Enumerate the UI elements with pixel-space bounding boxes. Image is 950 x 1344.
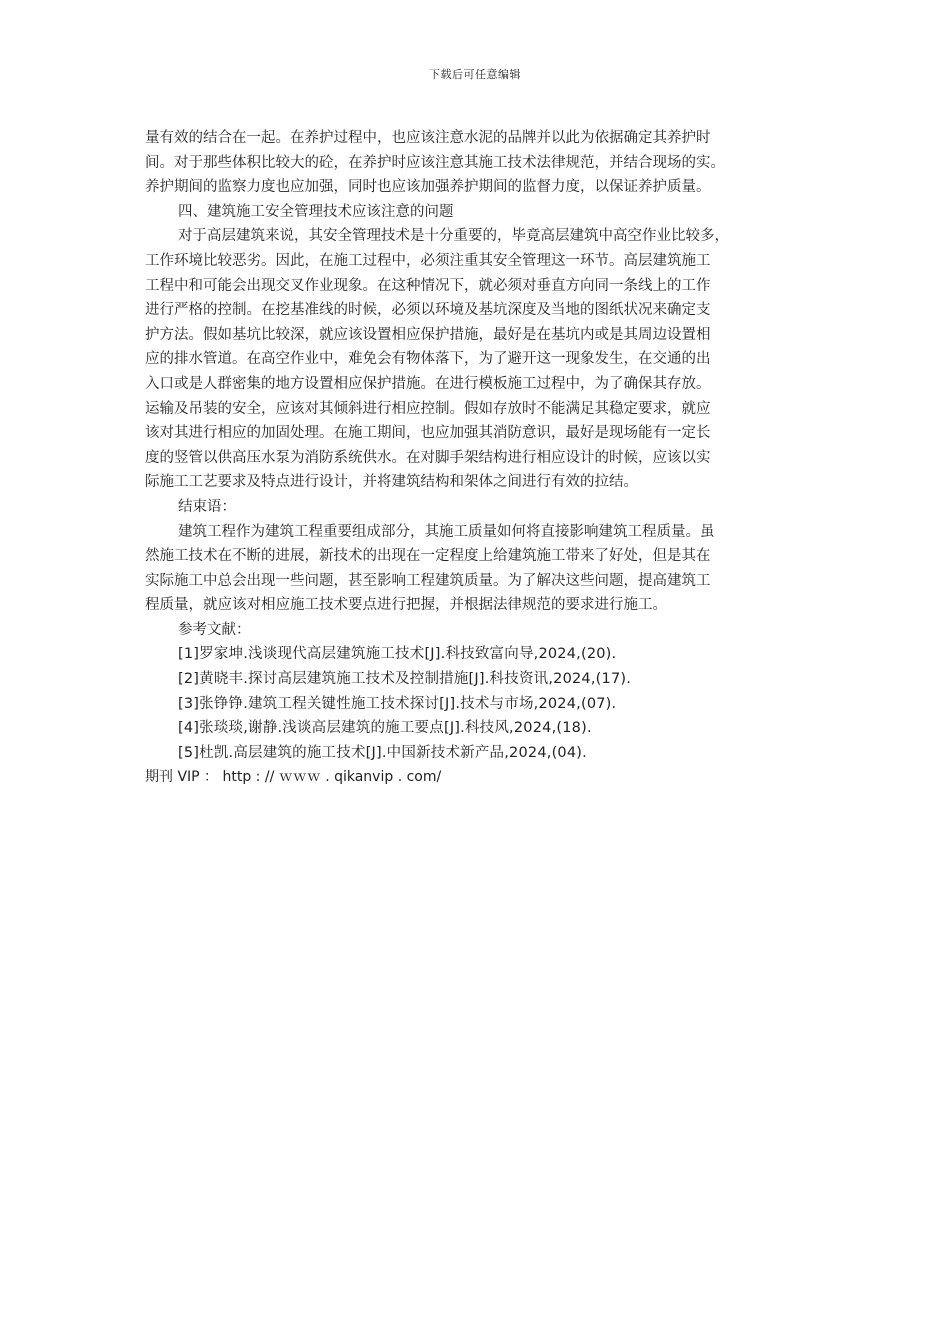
text-line: 然施工技术在不断的进展，新技术的出现在一定程度上给建筑施工带来了好处，但是其在 — [145, 548, 711, 565]
text-line: 度的竖管以供高压水泵为消防系统供水。在对脚手架结构进行相应设计的时候，应该以实 — [145, 449, 711, 466]
text-line: 对于高层建筑来说，其安全管理技术是十分重要的，毕竟高层建筑中高空作业比较多， — [178, 228, 729, 245]
document-body — [145, 126, 807, 790]
reference-item: [3]张铮铮.建筑工程关键性施工技术探讨[J].技术与市场,2024,(07). — [178, 695, 617, 712]
text-line: 间。对于那些体积比较大的砼，在养护时应该注意其施工技术法律规范，并结合现场的实。 — [145, 154, 725, 171]
text-line: 进行严格的控制。在挖基准线的时候，必须以环境及基坑深度及当地的图纸状况来确定支 — [145, 302, 711, 319]
footer-source: 期刊 VIP ： http : // ｗｗｗ . qikanvip . com/ — [145, 769, 442, 786]
text-line: 实际施工中总会出现一些问题，甚至影响工程建筑质量。为了解决这些问题，提高建筑工 — [145, 572, 711, 589]
text-line: 运输及吊装的安全，应该对其倾斜进行相应控制。假如存放时不能满足其稳定要求，就应 — [145, 400, 711, 417]
text-line: 量有效的结合在一起。在养护过程中，也应该注意水泥的品牌并以此为依据确定其养护时 — [145, 130, 711, 146]
text-line: 应的排水管道。在高空作业中，难免会有物体落下，为了避开这一现象发生，在交通的出 — [145, 351, 711, 368]
text-line: 护方法。假如基坑比较深，就应该设置相应保护措施，最好是在基坑内或是其周边设置相 — [145, 326, 711, 343]
page-header: 下载后可任意编辑 — [429, 68, 521, 81]
text-line: 工程中和可能会出现交叉作业现象。在这种情况下，就必须对垂直方向同一条线上的工作 — [145, 277, 711, 294]
text-line: 建筑工程作为建筑工程重要组成部分，其施工质量如何将直接影响建筑工程质量。虽 — [178, 523, 715, 540]
section-heading: 四、建筑施工安全管理技术应该注意的问题 — [178, 203, 454, 220]
reference-item: [5]杜凯.高层建筑的施工技术[J].中国新技术新产品,2024,(04). — [178, 744, 587, 761]
text-line: 入口或是人群密集的地方设置相应保护措施。在进行模板施工过程中，为了确保其存放。 — [145, 375, 711, 392]
text-line: 养护期间的监察力度也应加强，同时也应该加强养护期间的监督力度，以保证养护质量。 — [145, 179, 711, 196]
text-line: 际施工工艺要求及特点进行设计，并将建筑结构和架体之间进行有效的拉结。 — [145, 474, 638, 491]
text-line: 该对其进行相应的加固处理。在施工期间，也应加强其消防意识，最好是现场能有一定长 — [145, 425, 711, 442]
section-heading: 结束语： — [178, 498, 236, 515]
reference-item: [2]黄晓丰.探讨高层建筑施工技术及控制措施[J].科技资讯,2024,(17). — [178, 671, 632, 688]
reference-item: [4]张琰琰,谢静.浅谈高层建筑的施工要点[J].科技风,2024,(18). — [178, 720, 592, 737]
text-line: 工作环境比较恶劣。因此，在施工过程中，必须注重其安全管理这一环节。高层建筑施工 — [145, 252, 711, 269]
reference-item: [1]罗家坤.浅谈现代高层建筑施工技术[J].科技致富向导,2024,(20). — [178, 646, 617, 663]
references-heading: 参考文献： — [178, 621, 251, 638]
text-line: 程质量，就应该对相应施工技术要点进行把握，并根据法律规范的要求进行施工。 — [145, 597, 667, 614]
